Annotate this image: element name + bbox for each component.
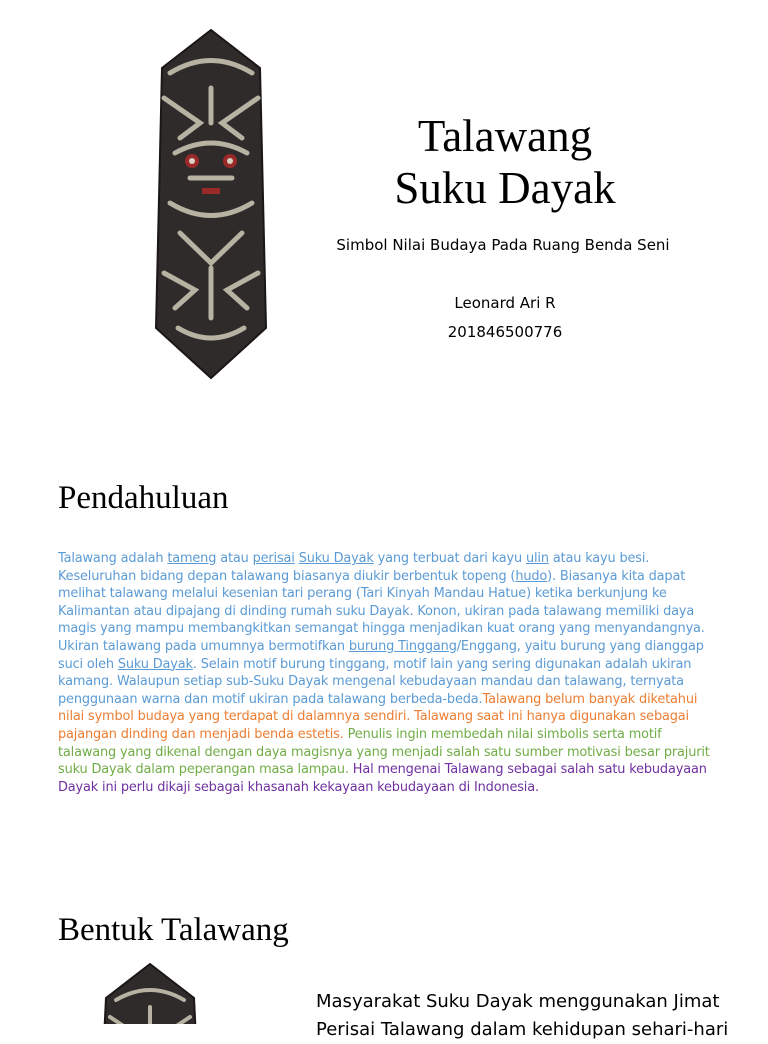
text-run: yang terbuat dari kayu bbox=[373, 551, 526, 566]
link-suku-dayak[interactable]: Suku Dayak bbox=[298, 551, 374, 566]
intro-heading: Pendahuluan bbox=[58, 480, 229, 516]
form-heading: Bentuk Talawang bbox=[58, 912, 289, 948]
cover-title-line2: Suku Dayak bbox=[394, 163, 616, 213]
intro-orange-text: Talawang belum banyak diketahui nilai symbol budaya yang terdapat di dalamnya sendiri. Talawang saat ini hanya digunakan sebagai pajangan dinding dan menjadi benda estetis. bbox=[58, 691, 698, 742]
talawang-shield-image-small bbox=[96, 962, 204, 1024]
cover-subtitle: Simbol Nilai Budaya Pada Ruang Benda Seni bbox=[336, 236, 670, 254]
text-run: atau bbox=[216, 551, 253, 566]
text-run: . Selain motif burung tinggang, motif lain yang sering digunakan adalah ukiran kamang. Walaupun setiap sub-Suku Dayak mengenal kebudayaan mandau dan talawang, ternyata penggunaan warna dan motif ukiran pada talawang berbeda-beda. bbox=[58, 656, 692, 707]
intro-purple-text: Hal mengenai Talawang sebagai salah satu kebudayaan Dayak ini perlu dikaji sebagai khasanah kekayaan kebudayaan di Indonesia. bbox=[58, 762, 707, 795]
intro-blue-text bbox=[58, 551, 705, 707]
text-run: Talawang adalah bbox=[58, 551, 168, 566]
author-name: Leonard Ari R bbox=[454, 294, 556, 312]
intro-paragraph bbox=[58, 550, 718, 796]
talawang-shield-image bbox=[150, 28, 272, 380]
text-run: ). Biasanya kita dapat melihat talawang melalui kesenian tari perang (Tari Kinyah Mandau Hatue) ketika berkunjung ke Kalimantan atau dipajang di dinding rumah suku Dayak. Konon, ukiran pada talawang memiliki daya magis yang mampu membangkitkan semangat hingga menjadikan kuat orang yang menyandangnya. Ukiran talawang pada umumnya bermotifkan bbox=[58, 568, 705, 654]
text-run: atau kayu besi. Keseluruhan bidang depan talawang biasanya diukir berbentuk topeng ( bbox=[58, 551, 650, 584]
author-block bbox=[400, 289, 610, 347]
intro-green-text: Penulis ingin membedah nilai simbolis serta motif talawang yang dikenal dengan daya magisnya yang menjadi salah satu sumber motivasi besar prajurit suku Dayak dalam peperangan masa lampau. bbox=[58, 726, 710, 778]
form-text: Masyarakat Suku Dayak menggunakan Jimat Perisai Talawang dalam kehidupan sehari-hari bbox=[316, 991, 729, 1040]
link-perisai[interactable]: perisai bbox=[252, 551, 295, 566]
cover-title-line1: Talawang bbox=[417, 111, 593, 161]
link-burung-tinggang[interactable]: burung Tinggang bbox=[348, 638, 457, 654]
student-id: 201846500776 bbox=[447, 323, 563, 341]
cover-title-block bbox=[300, 110, 710, 214]
link-ulin[interactable]: ulin bbox=[525, 551, 549, 566]
text-run: /Enggang, yaitu burung yang dianggap suci oleh bbox=[58, 638, 704, 672]
link-tameng[interactable]: tameng bbox=[167, 551, 217, 566]
link-suku-dayak-2[interactable]: Suku Dayak bbox=[117, 656, 193, 672]
cover-title bbox=[300, 110, 710, 214]
link-hudo[interactable]: hudo bbox=[515, 568, 548, 584]
